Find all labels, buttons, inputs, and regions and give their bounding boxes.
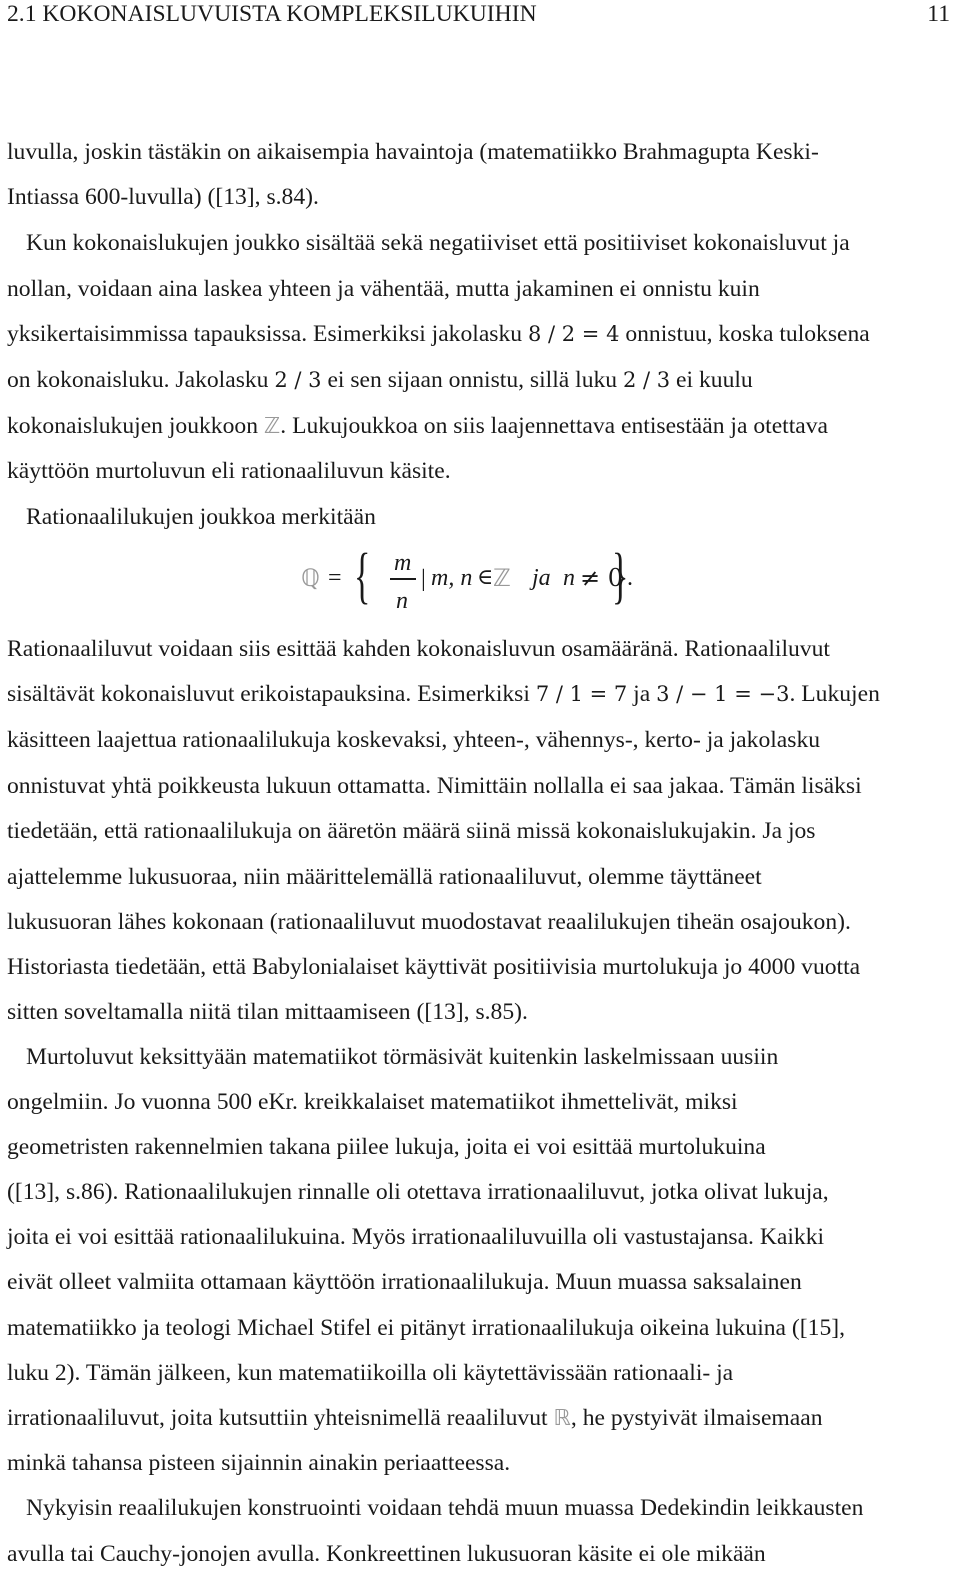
- text-line: Rationaalilukujen joukkoa merkitään: [26, 504, 376, 530]
- not-zero: ≠ 0: [580, 564, 624, 592]
- text-line: eivät olleet valmiita ottamaan käyttöön irrationaalilukuja. Muun muassa saksalainen: [7, 1269, 802, 1295]
- text-line: tiedetään, että rationaalilukuja on ääretön määrä siinä missä kokonaislukujakin. Ja jos: [7, 818, 816, 844]
- text-line: kokonaislukujen joukkoon ℤ. Lukujoukkoa on siis laajennettava entisestään ja otettava: [7, 413, 829, 439]
- such-that-bar: |: [421, 566, 426, 592]
- numerator: m: [394, 550, 412, 576]
- text-line: käyttöön murtoluvun eli rationaaliluvun käsite.: [7, 458, 451, 484]
- text-line: yksikertaisimmissa tapauksissa. Esimerkiksi jakolasku 8 / 2 = 4 onnistuu, koska tuloksena: [7, 321, 870, 347]
- text-line: onnistuvat yhtä poikkeusta lukuun ottamatta. Nimittäin nollalla ei saa jakaa. Tämän lisäksi: [7, 773, 862, 799]
- text-line: matematiikko ja teologi Michael Stifel ei pitänyt irrationaalilukuja oikeina lukuina ([15],: [7, 1315, 845, 1341]
- text-line: joita ei voi esittää rationaalilukuina. Myös irrationaaliluvuilla oli vastustajansa. Kaikki: [7, 1224, 825, 1250]
- text-line: nollan, voidaan aina laskea yhteen ja vähentää, mutta jakaminen ei onnistu kuin: [7, 276, 760, 302]
- text-line: Murtoluvut keksittyään matematiikot törmäsivät kuitenkin laskelmissaan uusiin: [26, 1044, 779, 1070]
- variable-n: n: [563, 565, 575, 591]
- text-line: sisältävät kokonaisluvut erikoistapauksina. Esimerkiksi 7 / 1 = 7 ja 3 / − 1 = −3. Lukujen: [7, 681, 880, 707]
- inline-math: 2 / 3: [274, 368, 322, 392]
- element-of: ∈: [477, 565, 494, 590]
- text-line: sitten soveltamalla niitä tilan mittaamiseen ([13], s.85).: [7, 999, 528, 1025]
- integers-symbol: ℤ: [263, 414, 281, 439]
- rationals-symbol: ℚ: [301, 564, 320, 592]
- text-line: geometristen rakennelmien takana piilee lukuja, joita ei voi esittää murtolukuina: [7, 1134, 766, 1160]
- fraction-bar: [390, 578, 416, 580]
- equals-sign: =: [328, 565, 342, 591]
- text-line: ajattelemme lukusuoraa, niin määrittelemällä rationaaliluvut, olemme täyttäneet: [7, 864, 762, 890]
- ja-word: ja: [532, 565, 551, 591]
- text-line: ([13], s.86). Rationaalilukujen rinnalle oli otettava irrationaaliluvut, jotka olivat lukuja,: [7, 1179, 829, 1205]
- text-line: luvulla, joskin tästäkin on aikaisempia havaintoja (matematiikko Brahmagupta Keski-: [7, 139, 819, 165]
- reals-symbol: ℝ: [553, 1406, 571, 1431]
- text-line: Rationaaliluvut voidaan siis esittää kahden kokonaisluvun osamääränä. Rationaaliluvut: [7, 636, 830, 662]
- right-brace: }: [612, 542, 629, 610]
- chapter-title: 2.1 KOKONAISLUVUISTA KOMPLEKSILUKUIHIN: [7, 1, 537, 27]
- integers-symbol: ℤ: [493, 564, 511, 592]
- inline-math: 7 / 1 = 7: [535, 682, 628, 706]
- inline-math: 3 / − 1 = −3: [656, 682, 790, 706]
- text-line: ongelmiin. Jo vuonna 500 eKr. kreikkalaiset matematiikot ihmettelivät, miksi: [7, 1089, 738, 1115]
- text-line: luku 2). Tämän jälkeen, kun matematiikoilla oli käytettävissään rationaali- ja: [7, 1360, 734, 1386]
- text-line: minkä tahansa pisteen sijainnin ainakin periaatteessa.: [7, 1450, 511, 1476]
- denominator: n: [396, 588, 408, 614]
- text-line: Nykyisin reaalilukujen konstruointi voidaan tehdä muun muassa Dedekindin leikkausten: [26, 1495, 864, 1521]
- variables: m, n: [431, 565, 473, 591]
- text-line: Historiasta tiedetään, että Babylonialaiset käyttivät positiivisia murtolukuja jo 4000 vuotta: [7, 954, 861, 980]
- left-brace: {: [354, 542, 371, 610]
- text-line: Kun kokonaislukujen joukko sisältää sekä negatiiviset että positiiviset kokonaisluvut ja: [26, 230, 850, 256]
- text-line: irrationaaliluvut, joita kutsuttiin yhteisnimellä reaaliluvut ℝ, he pystyivät ilmaisemaan: [7, 1405, 823, 1431]
- text-line: käsitteen laajettua rationaalilukuja koskevaksi, yhteen-, vähennys-, kerto- ja jakolasku: [7, 727, 821, 753]
- inline-math: 8 / 2 = 4: [527, 322, 620, 346]
- formula-period: .: [627, 565, 633, 591]
- text-line: avulla tai Cauchy-jonojen avulla. Konkreettinen lukusuoran käsite ei ole mikään: [7, 1541, 766, 1567]
- text-line: lukusuoran lähes kokonaan (rationaaliluvut muodostavat reaalilukujen tiheän osajoukon).: [7, 909, 851, 935]
- text-line: on kokonaisluku. Jakolasku 2 / 3 ei sen sijaan onnistu, sillä luku 2 / 3 ei kuulu: [7, 367, 753, 393]
- inline-math: 2 / 3: [623, 368, 671, 392]
- page-number: 11: [927, 1, 950, 27]
- text-line: Intiassa 600-luvulla) ([13], s.84).: [7, 184, 319, 210]
